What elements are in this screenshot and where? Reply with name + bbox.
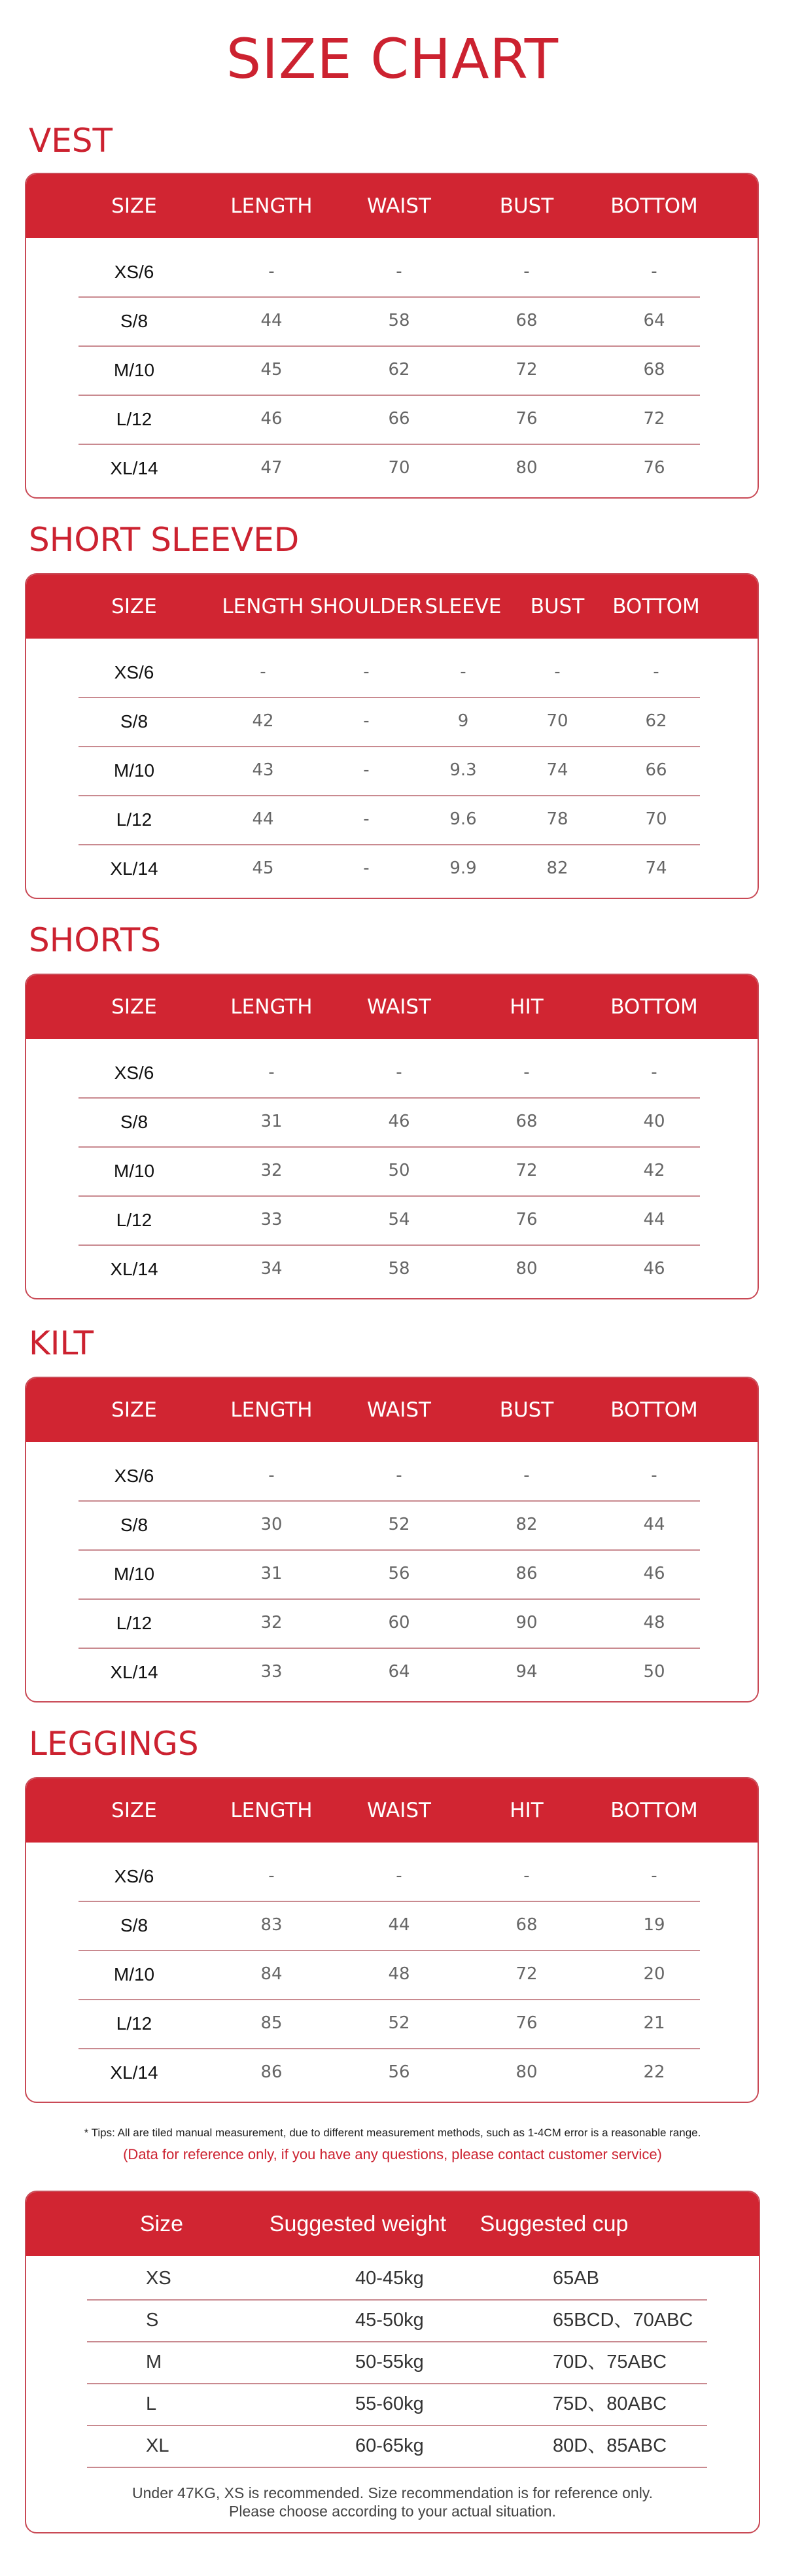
header-cell: BUST [530, 595, 585, 618]
size-label: M/10 [113, 1161, 155, 1181]
measurement-cell: 50 [643, 1662, 665, 1682]
table-row [78, 697, 700, 747]
measurement-cell: - [363, 858, 370, 878]
header-cell: WAIST [367, 1398, 431, 1422]
measurement-cell: 52 [388, 1515, 410, 1534]
header-cell: LENGTH [230, 1398, 313, 1422]
measurement-cell: 68 [515, 311, 538, 330]
measurement-cell: - [523, 1063, 530, 1082]
measurement-cell: 44 [388, 1915, 410, 1935]
measurement-cell: - [651, 1466, 657, 1485]
header-cell: SIZE [111, 1799, 157, 1822]
header-cell: BOTTOM [610, 194, 698, 218]
size-label: XL/14 [110, 2062, 158, 2083]
table-row [87, 2257, 707, 2301]
header-cell: BOTTOM [610, 1799, 698, 1822]
measurement-cell: 42 [252, 711, 274, 731]
header-cell: SIZE [111, 595, 157, 618]
measurement-cell: 21 [643, 2013, 665, 2033]
measurement-cell: 44 [260, 311, 283, 330]
measurement-cell: 31 [260, 1564, 283, 1583]
table-row [78, 395, 700, 445]
section-title: SHORTS [29, 921, 162, 959]
measurement-cell: 83 [260, 1915, 283, 1935]
suggestion-table [25, 2191, 760, 2533]
measurement-cell: 46 [643, 1259, 665, 1279]
table-row [78, 1950, 700, 2000]
table-row [78, 1097, 700, 1148]
size-label: XL/14 [110, 1259, 158, 1279]
measurement-cell: 44 [252, 809, 274, 829]
measurement-cell: 62 [388, 360, 410, 379]
table-row [78, 1901, 700, 1951]
measurement-cell: 45 [252, 858, 274, 878]
table-row [87, 2299, 707, 2342]
measurement-cell: - [554, 662, 561, 682]
size-label: M/10 [113, 1564, 155, 1584]
size-table-header [26, 1778, 758, 1843]
measurement-cell: 80 [515, 2062, 538, 2082]
header-cell: LENGTH [230, 995, 313, 1019]
table-row [78, 844, 700, 893]
size-label: M/10 [113, 760, 155, 781]
cup-cell: 65BCD、70ABC [553, 2310, 693, 2331]
measurement-cell: 46 [388, 1112, 410, 1131]
measurement-cell: 47 [260, 458, 283, 478]
size-label: S/8 [120, 1915, 148, 1935]
table-row [78, 648, 700, 698]
measurement-cell: 66 [645, 760, 667, 780]
measurement-cell: 44 [643, 1515, 665, 1534]
measurement-cell: 46 [643, 1564, 665, 1583]
measurement-cell: 74 [546, 760, 568, 780]
weight-cell: 60-65kg [355, 2435, 424, 2456]
measurement-cell: - [268, 1063, 275, 1082]
measurement-cell: 32 [260, 1613, 283, 1632]
cup-cell: 80D、85ABC [553, 2435, 667, 2456]
measurement-cell: 44 [643, 1210, 665, 1229]
table-row [78, 2048, 700, 2097]
measurement-cell: 9 [457, 711, 469, 731]
measurement-cell: - [260, 662, 266, 682]
measurement-cell: 54 [388, 1210, 410, 1229]
page-title: SIZE CHART [226, 27, 559, 91]
size-label: S [146, 2310, 159, 2331]
cup-cell: 70D、75ABC [553, 2352, 667, 2373]
size-label: XS/6 [114, 662, 154, 682]
measurement-cell: 9.9 [449, 858, 477, 878]
measurement-cell: 48 [643, 1613, 665, 1632]
measurement-cell: 33 [260, 1662, 283, 1682]
size-label: L [146, 2393, 157, 2414]
measurement-cell: 48 [388, 1964, 410, 1984]
measurement-cell: 78 [546, 809, 568, 829]
size-label: S/8 [120, 311, 148, 331]
header-cell: HIT [510, 995, 544, 1019]
measurement-cell: - [653, 662, 659, 682]
header-cell: HIT [510, 1799, 544, 1822]
measurement-cell: 94 [515, 1662, 538, 1682]
measurement-cell: 70 [388, 458, 410, 478]
cup-cell: 75D、80ABC [553, 2393, 667, 2414]
measurement-cell: 52 [388, 2013, 410, 2033]
header-cell: BOTTOM [612, 595, 700, 618]
header-cell: SIZE [111, 995, 157, 1019]
measurement-cell: - [268, 1466, 275, 1485]
size-label: XL [146, 2435, 169, 2456]
measurement-cell: 68 [643, 360, 665, 379]
size-table-header [26, 975, 758, 1039]
table-row [78, 296, 700, 347]
weight-cell: 45-50kg [355, 2310, 424, 2331]
table-row [78, 1500, 700, 1551]
size-table [25, 1777, 759, 2103]
weight-cell: 40-45kg [355, 2268, 424, 2289]
size-label: M/10 [113, 1964, 155, 1985]
measurement-cell: 30 [260, 1515, 283, 1534]
size-label: M/10 [113, 360, 155, 380]
section-title: KILT [29, 1324, 94, 1362]
measurement-cell: 80 [515, 458, 538, 478]
header-cell: WAIST [367, 995, 431, 1019]
size-label: S/8 [120, 1112, 148, 1132]
tips-text: * Tips: All are tiled manual measurement, due to different measurement methods, such as 1-4CM error is a reasonable range. [84, 2126, 701, 2139]
table-row [78, 746, 700, 796]
measurement-cell: 74 [645, 858, 667, 878]
size-label: XL/14 [110, 1662, 158, 1682]
size-label: XS/6 [114, 1063, 154, 1083]
measurement-cell: 45 [260, 360, 283, 379]
measurement-cell: 84 [260, 1964, 283, 1984]
table-row [78, 1598, 700, 1649]
suggestion-table-header [26, 2192, 759, 2256]
header-cell: Suggested cup [480, 2212, 629, 2236]
table-row [78, 1549, 700, 1600]
size-label: L/12 [116, 1210, 152, 1230]
size-label: XL/14 [110, 858, 158, 879]
measurement-cell: - [651, 262, 657, 281]
measurement-cell: - [523, 1866, 530, 1886]
header-cell: BUST [499, 194, 554, 218]
measurement-cell: 64 [388, 1662, 410, 1682]
measurement-cell: 34 [260, 1259, 283, 1279]
measurement-cell: 62 [645, 711, 667, 731]
header-cell: BUST [499, 1398, 554, 1422]
header-cell: BOTTOM [610, 995, 698, 1019]
measurement-cell: 72 [515, 1161, 538, 1180]
size-label: XS/6 [114, 1866, 154, 1886]
tips-reference-note: (Data for reference only, if you have any questions, please contact customer service) [123, 2146, 662, 2162]
table-row [78, 1451, 700, 1502]
measurement-cell: - [268, 1866, 275, 1886]
measurement-cell: 72 [643, 409, 665, 429]
size-label: S/8 [120, 711, 148, 732]
size-label: XL/14 [110, 458, 158, 478]
measurement-cell: - [268, 262, 275, 281]
measurement-cell: - [523, 1466, 530, 1485]
weight-cell: 50-55kg [355, 2352, 424, 2373]
table-row [78, 1852, 700, 1902]
measurement-cell: 42 [643, 1161, 665, 1180]
table-row [78, 345, 700, 396]
header-cell: WAIST [367, 194, 431, 218]
measurement-cell: - [363, 662, 370, 682]
measurement-cell: 43 [252, 760, 274, 780]
size-label: XS/6 [114, 1466, 154, 1486]
size-table [25, 173, 759, 499]
size-label: M [146, 2352, 162, 2373]
measurement-cell: 9.3 [449, 760, 477, 780]
measurement-cell: 68 [515, 1112, 538, 1131]
measurement-cell: 76 [515, 1210, 538, 1229]
measurement-cell: 76 [515, 409, 538, 429]
header-cell: Size [139, 2212, 184, 2236]
size-table [25, 1377, 759, 1703]
header-cell: LENGTH [222, 595, 304, 618]
measurement-cell: 82 [546, 858, 568, 878]
measurement-cell: 31 [260, 1112, 283, 1131]
header-cell: WAIST [367, 1799, 431, 1822]
table-row [87, 2425, 707, 2468]
measurement-cell: - [523, 262, 530, 281]
measurement-cell: 19 [643, 1915, 665, 1935]
table-row [78, 1999, 700, 2049]
measurement-cell: - [396, 1063, 402, 1082]
measurement-cell: 33 [260, 1210, 283, 1229]
measurement-cell: 85 [260, 2013, 283, 2033]
measurement-cell: 56 [388, 1564, 410, 1583]
header-cell: SIZE [111, 194, 157, 218]
measurement-cell: 76 [643, 458, 665, 478]
measurement-cell: 32 [260, 1161, 283, 1180]
measurement-cell: 46 [260, 409, 283, 429]
measurement-cell: 90 [515, 1613, 538, 1632]
header-cell: Suggested weight [269, 2212, 447, 2236]
size-table-header [26, 1378, 758, 1442]
header-cell: SLEEVE [425, 595, 502, 618]
size-label: L/12 [116, 2013, 152, 2034]
measurement-cell: 86 [515, 1564, 538, 1583]
header-cell: BOTTOM [610, 1398, 698, 1422]
measurement-cell: 56 [388, 2062, 410, 2082]
measurement-cell: - [363, 809, 370, 829]
size-table-header [26, 174, 758, 238]
measurement-cell: 70 [546, 711, 568, 731]
size-table-header [26, 574, 758, 639]
table-row [78, 1648, 700, 1697]
section-title: SHORT SLEEVED [29, 521, 300, 559]
size-table [25, 974, 759, 1299]
measurement-cell: 76 [515, 2013, 538, 2033]
measurement-cell: - [460, 662, 466, 682]
table-row [78, 1195, 700, 1246]
cup-cell: 65AB [553, 2268, 599, 2289]
size-label: L/12 [116, 409, 152, 429]
measurement-cell: 66 [388, 409, 410, 429]
table-row [78, 1048, 700, 1099]
table-row [78, 247, 700, 298]
suggestion-note-line1: Under 47KG, XS is recommended. Size recommendation is for reference only. [132, 2484, 653, 2501]
measurement-cell: 72 [515, 1964, 538, 1984]
measurement-cell: 70 [645, 809, 667, 829]
measurement-cell: 82 [515, 1515, 538, 1534]
section-title: VEST [29, 122, 113, 160]
measurement-cell: - [651, 1866, 657, 1886]
measurement-cell: - [363, 760, 370, 780]
measurement-cell: 64 [643, 311, 665, 330]
measurement-cell: - [651, 1063, 657, 1082]
size-label: S/8 [120, 1515, 148, 1535]
header-cell: SIZE [111, 1398, 157, 1422]
measurement-cell: 60 [388, 1613, 410, 1632]
table-row [78, 1146, 700, 1197]
measurement-cell: 50 [388, 1161, 410, 1180]
header-cell: LENGTH [230, 194, 313, 218]
measurement-cell: 22 [643, 2062, 665, 2082]
table-row [87, 2341, 707, 2384]
suggestion-note-line2: Please choose according to your actual situation. [229, 2503, 556, 2520]
header-cell: LENGTH [230, 1799, 313, 1822]
measurement-cell: 58 [388, 1259, 410, 1279]
measurement-cell: 20 [643, 1964, 665, 1984]
measurement-cell: 9.6 [449, 809, 477, 829]
size-table [25, 573, 759, 899]
size-label: XS [146, 2268, 171, 2289]
table-row [78, 1244, 700, 1294]
measurement-cell: - [396, 1866, 402, 1886]
measurement-cell: 80 [515, 1259, 538, 1279]
weight-cell: 55-60kg [355, 2393, 424, 2414]
measurement-cell: 72 [515, 360, 538, 379]
size-label: XS/6 [114, 262, 154, 282]
measurement-cell: - [363, 711, 370, 731]
measurement-cell: 68 [515, 1915, 538, 1935]
size-label: L/12 [116, 1613, 152, 1633]
header-cell: SHOULDER [309, 595, 423, 618]
section-title: LEGGINGS [29, 1725, 199, 1763]
measurement-cell: - [396, 262, 402, 281]
table-row [87, 2383, 707, 2426]
table-row [78, 444, 700, 493]
measurement-cell: - [396, 1466, 402, 1485]
measurement-cell: 40 [643, 1112, 665, 1131]
measurement-cell: 58 [388, 311, 410, 330]
measurement-cell: 86 [260, 2062, 283, 2082]
table-row [78, 795, 700, 845]
size-label: L/12 [116, 809, 152, 830]
